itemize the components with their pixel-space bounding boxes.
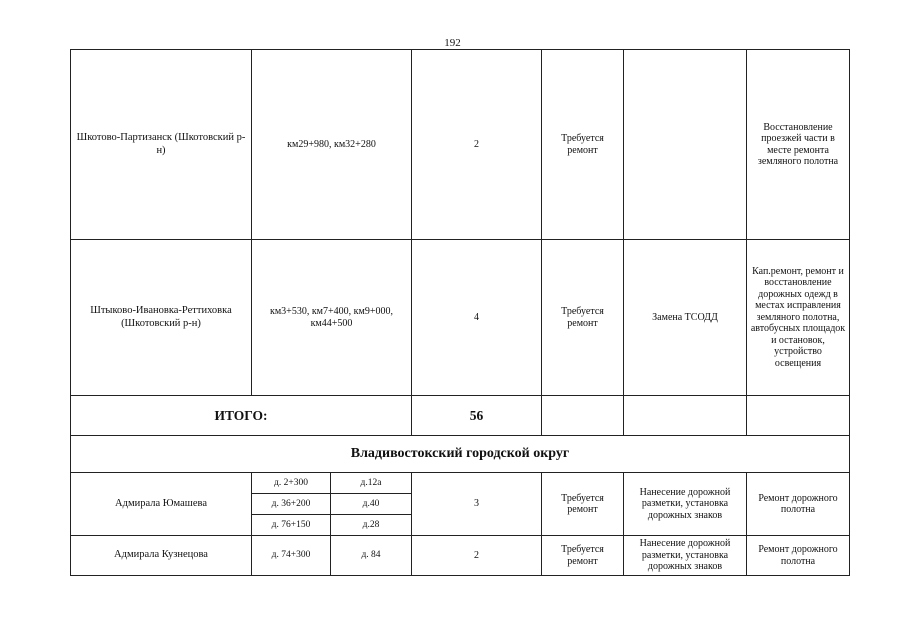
table-row (71, 473, 850, 494)
works-cell: Кап.ремонт, ремонт и восстановление дорожных одежд в местах исправления земляного полотна, автобусных площадок и остановок, устройство освещения (747, 240, 850, 396)
km-location: д. 74+300 (252, 536, 331, 576)
works-cell: Ремонт дорожного полотна (747, 536, 850, 576)
total-value: 56 (412, 396, 542, 436)
section-row (71, 436, 850, 473)
total-row (71, 396, 850, 436)
house-number: д.28 (331, 515, 412, 536)
page-number: 192 (444, 37, 461, 49)
table-row (71, 536, 850, 576)
tsodd-cell (624, 50, 747, 240)
status-cell: Требуется ремонт (542, 473, 624, 536)
roads-table (70, 49, 850, 576)
status-cell: Требуется ремонт (542, 240, 624, 396)
house-number: д.40 (331, 494, 412, 515)
status-cell: Требуется ремонт (542, 536, 624, 576)
works-cell: Восстановление проезжей части в месте ремонта земляного полотна (747, 50, 850, 240)
table-row (71, 240, 850, 396)
section-title: Владивостокский городской округ (71, 436, 850, 473)
table-row (71, 50, 850, 240)
status-cell: Требуется ремонт (542, 50, 624, 240)
tsodd-cell: Замена ТСОДД (624, 240, 747, 396)
road-name: Адмирала Кузнецова (71, 536, 252, 576)
works-cell: Ремонт дорожного полотна (747, 473, 850, 536)
km-location: д. 76+150 (252, 515, 331, 536)
km-locations: км3+530, км7+400, км9+000, км44+500 (252, 240, 412, 396)
km-location: д. 2+300 (252, 473, 331, 494)
empty-cell (747, 396, 850, 436)
empty-cell (624, 396, 747, 436)
defect-count: 3 (412, 473, 542, 536)
road-name: Адмирала Юмашева (71, 473, 252, 536)
total-label: ИТОГО: (71, 396, 412, 436)
defect-count: 2 (412, 50, 542, 240)
house-number: д. 84 (331, 536, 412, 576)
road-name: Шкотово-Партизанск (Шкотовский р-н) (71, 50, 252, 240)
defect-count: 4 (412, 240, 542, 396)
house-number: д.12а (331, 473, 412, 494)
km-locations: км29+980, км32+280 (252, 50, 412, 240)
km-location: д. 36+200 (252, 494, 331, 515)
tsodd-cell: Нанесение дорожной разметки, установка дорожных знаков (624, 536, 747, 576)
defect-count: 2 (412, 536, 542, 576)
tsodd-cell: Нанесение дорожной разметки, установка дорожных знаков (624, 473, 747, 536)
road-name: Штыково-Ивановка-Реттиховка (Шкотовский р-н) (71, 240, 252, 396)
empty-cell (542, 396, 624, 436)
